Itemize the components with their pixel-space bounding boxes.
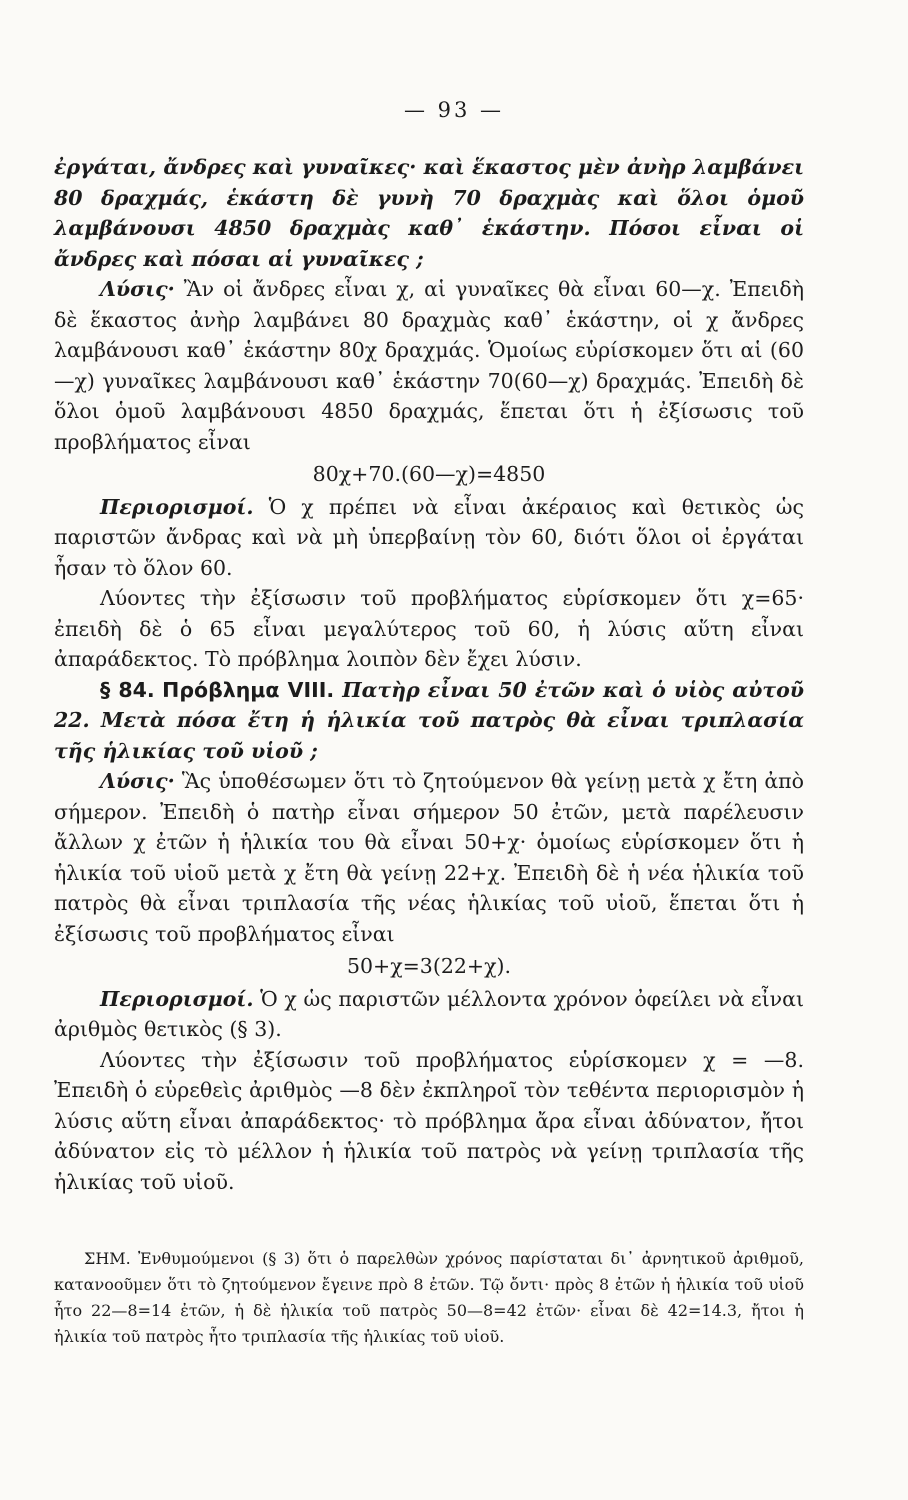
solution-2-label: Λύσις· [100,769,175,793]
problem-heading: Πρόβλημα VIII. [162,677,335,702]
problem-viii-text: Πατὴρ εἶναι 50 ἐτῶν καὶ ὁ υἱὸς αὐτοῦ 22. Μετὰ πόσα ἔτη ἡ ἡλικία τοῦ πατρὸς θὰ εἶναι τριπλασία τῆς ἡλικίας τοῦ υἱοῦ ; [54,677,804,763]
page-number: — 93 — [403,98,505,122]
solution-1 [54,274,804,457]
solution-1-label: Λύσις· [100,277,175,301]
footnote [54,1246,804,1350]
solution-2 [54,766,804,949]
restrictions-1 [54,492,804,584]
solution-1-text: Ἂν οἱ ἄνδρες εἶναι χ, αἱ γυναῖκες θὰ εἶναι 60—χ. Ἐπειδὴ δὲ ἕκαστος ἀνὴρ λαμβάνει 80 δραχμὰς καθ᾽ ἑκάστην, οἱ χ ἄνδρες λαμβάνουσι καθ᾽ ἑκάστην 80χ δραχμάς. Ὁμοίως εὑρίσκομεν ὅτι αἱ (60—χ) γυναῖκες λαμβάνουσι καθ᾽ ἑκάστην 70(60—χ) δραχμάς. Ἐπειδὴ δὲ ὅλοι ὁμοῦ λαμβάνουσι 4850 δραχμάς, ἕπεται ὅτι ἡ ἐξίσωσις τοῦ προβλήματος εἶναι [54,277,804,454]
solving-paragraph-1: Λύοντες τὴν ἐξίσωσιν τοῦ προβλήματος εὑρίσκομεν ὅτι χ=65· ἐπειδὴ δὲ ὁ 65 εἶναι μεγαλύτερος τοῦ 60, ἡ λύσις αὕτη εἶναι ἀπαράδεκτος. Τὸ πρόβλημα λοιπὸν δὲν ἔχει λύσιν. [54,586,804,671]
section-mark: § 84. [100,677,155,702]
restrictions-2-text: Ὁ χ ὡς παριστῶν μέλλοντα χρόνον ὀφείλει νὰ εἶναι ἀριθμὸς θετικὸς (§ 3). [54,986,804,1041]
problem-continuation: ἐργάται, ἄνδρες καὶ γυναῖκες· καὶ ἕκαστος μὲν ἀνὴρ λαμβάνει 80 δραχμάς, ἑκάστη δὲ γυνὴ 70 δραχμὰς καὶ ὅλοι ὁμοῦ λαμβάνουσι 4850 δραχμὰς καθ᾽ ἑκάστην. Πόσοι εἶναι οἱ ἄνδρες καὶ πόσαι αἱ γυναῖκες ; [54,155,804,271]
restrictions-2-label: Περιορισμοί. [100,986,254,1011]
note-text: ΣΗΜ. Ἐνθυμούμενοι (§ 3) ὅτι ὁ παρελθὼν χρόνος παρίσταται δι᾽ ἀρνητικοῦ ἀριθμοῦ, κατανοοῦμεν ὅτι τὸ ζητούμενον ἔγεινε πρὸ 8 ἐτῶν. Τῷ ὄντι· πρὸς 8 ἐτῶν ἡ ἡλικία τοῦ υἱοῦ ἦτο 22—8=14 ἐτῶν, ἡ δὲ ἡλικία τοῦ πατρὸς 50—8=42 ἐτῶν· εἶναι δὲ 42=14.3, ἤτοι ἡ ἡλικία τοῦ πατρὸς ἦτο τριπλασία τῆς ἡλικίας τοῦ υἱοῦ. [54,1249,804,1346]
solving-paragraph-2: Λύοντες τὴν ἐξίσωσιν τοῦ προβλήματος εὑρίσκομεν χ = —8. Ἐπειδὴ ὁ εὑρεθεὶς ἀριθμὸς —8 δὲν ἐκπληροῖ τὸν τεθέντα περιορισμὸν ἡ λύσις αὕτη εἶναι ἀπαράδεκτος· τὸ πρόβλημα ἄρα εἶναι ἀδύνατον, ἤτοι ἀδύνατον εἰς τὸ μέλλον ἡ ἡλικία τοῦ πατρὸς νὰ γείνῃ τριπλασία τῆς ἡλικίας τοῦ υἱοῦ. [54,1047,804,1194]
solution-2-text: Ἃς ὑποθέσωμεν ὅτι τὸ ζητούμενον θὰ γείνῃ μετὰ χ ἔτη ἀπὸ σήμερον. Ἐπειδὴ ὁ πατὴρ εἶναι σήμερον 50 ἐτῶν, μετὰ παρέλευσιν ἄλλων χ ἐτῶν ἡ ἡλικία του θὰ εἶναι 50+χ· ὁμοίως εὑρίσκομεν ὅτι ἡ ἡλικία τοῦ υἱοῦ μετὰ χ ἔτη θὰ γείνῃ 22+χ. Ἐπειδὴ δὲ ἡ νέα ἡλικία τοῦ πατρὸς θὰ εἶναι τριπλασία τῆς νέας ἡλικίας τοῦ υἱοῦ, ἕπεται ὅτι ἡ ἐξίσωσις τοῦ προβλήματος εἶναι [54,769,804,946]
equation-1: 80χ+70.(60—χ)=4850 [312,462,546,486]
restrictions-1-text: Ὁ χ πρέπει νὰ εἶναι ἀκέραιος καὶ θετικὸς ὡς παριστῶν ἄνδρας καὶ νὰ μὴ ὑπερβαίνῃ τὸν 60, διότι ὅλοι οἱ ἐργάται ἦσαν τὸ ὅλον 60. [54,494,804,580]
restrictions-2 [54,984,804,1045]
main-text [54,152,804,1197]
restrictions-1-label: Περιορισμοί. [100,494,254,519]
equation-2: 50+χ=3(22+χ). [346,954,512,978]
problem-viii [54,675,804,767]
